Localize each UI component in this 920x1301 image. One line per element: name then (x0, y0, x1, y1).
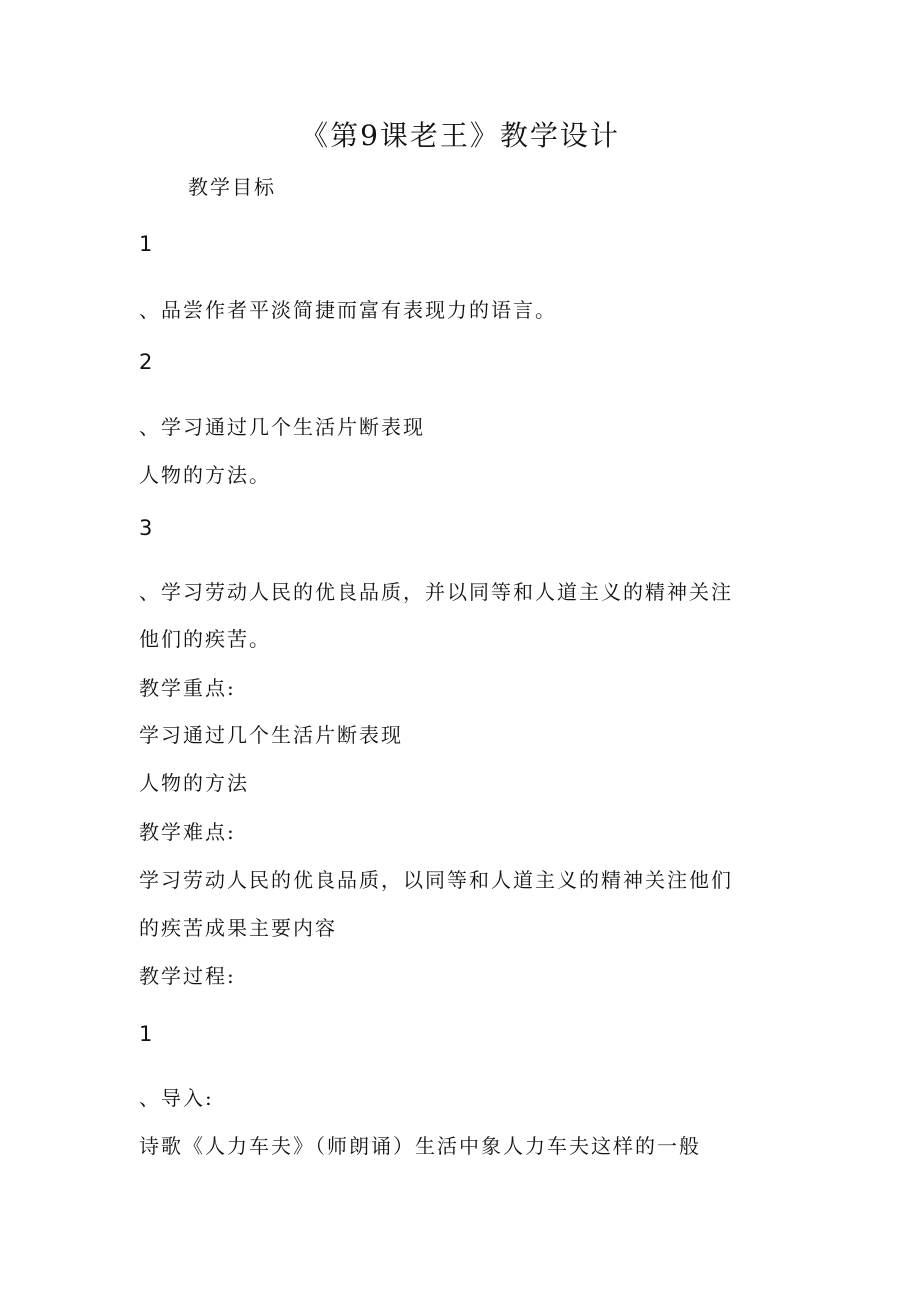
objective-3-number: 3 (139, 516, 153, 540)
process-step-1-text: 、导入: (139, 1086, 214, 1110)
key-points-line-2: 人物的方法 (139, 771, 249, 795)
process-step-1-number: 1 (139, 1022, 153, 1046)
objective-1-text: 、品尝作者平淡简捷而富有表现力的语言。 (139, 298, 557, 322)
objective-1-number: 1 (139, 232, 153, 256)
objective-2-text: 、学习通过几个生活片断表现 (139, 415, 425, 439)
difficulties-heading: 教学难点: (139, 820, 236, 844)
objective-3-text: 、学习劳动人民的优良品质，并以同等和人道主义的精神关注 (139, 580, 733, 604)
objectives-heading: 教学目标 (188, 175, 276, 199)
process-step-1-line: 诗歌《人力车夫》（师朗诵）生活中象人力车夫这样的一般 (139, 1134, 701, 1158)
difficulties-line-2: 的疾苦成果主要内容 (139, 916, 337, 940)
key-points-heading: 教学重点: (139, 676, 236, 700)
document-title: 《第9课老王》教学设计 (300, 119, 620, 152)
difficulties-line-1: 学习劳动人民的优良品质，以同等和人道主义的精神关注他们 (139, 868, 733, 892)
objective-2-number: 2 (139, 350, 153, 374)
objective-2-continuation: 人物的方法。 (139, 463, 271, 487)
objective-3-continuation: 他们的疾苦。 (139, 627, 271, 651)
process-heading: 教学过程: (139, 964, 236, 988)
key-points-line-1: 学习通过几个生活片断表现 (139, 723, 403, 747)
